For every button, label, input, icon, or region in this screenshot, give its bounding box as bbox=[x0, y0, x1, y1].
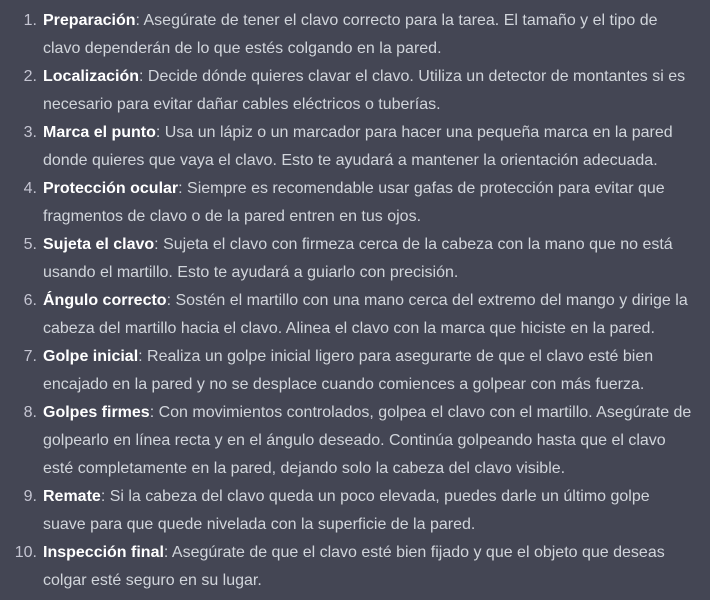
list-number: 4. bbox=[23, 180, 37, 197]
list-number: 5. bbox=[23, 236, 37, 253]
list-number: 6. bbox=[23, 292, 37, 309]
list-number: 1. bbox=[23, 12, 37, 29]
step-description: : Sostén el martillo con una mano cerca del extremo del mango y dirige la cabeza del martillo hacia el clavo. Alinea el clavo con la marca que hiciste en la pared. bbox=[43, 292, 688, 337]
step-description: : Si la cabeza del clavo queda un poco elevada, puedes darle un último golpe suave para que quede nivelada con la superficie de la pared. bbox=[43, 488, 650, 533]
list-item bbox=[0, 231, 710, 287]
list-item bbox=[0, 287, 710, 343]
list-number: 10. bbox=[14, 544, 37, 561]
step-description: : Usa un lápiz o un marcador para hacer una pequeña marca en la pared donde quieres que vaya el clavo. Esto te ayudará a mantener la orientación adecuada. bbox=[43, 124, 673, 169]
step-term: Remate bbox=[43, 488, 101, 505]
list-item bbox=[0, 483, 710, 539]
step-description: : Asegúrate de tener el clavo correcto para la tarea. El tamaño y el tipo de clavo dependerán de lo que estés colgando en la pared. bbox=[43, 12, 658, 57]
step-term: Preparación bbox=[43, 12, 136, 29]
step-description: : Decide dónde quieres clavar el clavo. Utiliza un detector de montantes si es necesario para evitar dañar cables eléctricos o tuberías. bbox=[43, 68, 686, 113]
step-term: Golpe inicial bbox=[43, 348, 139, 365]
list-item bbox=[0, 399, 710, 483]
list-number: 3. bbox=[23, 124, 37, 141]
step-term: Protección ocular bbox=[43, 180, 179, 197]
step-description: : Realiza un golpe inicial ligero para asegurarte de que el clavo esté bien encajado en la pared y no se desplace cuando comiences a golpear con más fuerza. bbox=[43, 348, 654, 393]
step-description: : Asegúrate de que el clavo esté bien fijado y que el objeto que deseas colgar esté seguro en su lugar. bbox=[43, 544, 665, 589]
step-description: : Siempre es recomendable usar gafas de protección para evitar que fragmentos de clavo o de la pared entren en tus ojos. bbox=[43, 180, 665, 225]
assistant-response bbox=[0, 7, 710, 595]
step-term: Ángulo correcto bbox=[43, 292, 167, 309]
list-item bbox=[0, 7, 710, 63]
step-term: Inspección final bbox=[43, 544, 164, 561]
step-term: Marca el punto bbox=[43, 124, 156, 141]
step-term: Golpes firmes bbox=[43, 404, 150, 421]
list-item bbox=[0, 119, 710, 175]
step-description: : Con movimientos controlados, golpea el clavo con el martillo. Asegúrate de golpearlo en línea recta y en el ángulo deseado. Continúa golpeando hasta que el clavo esté completamente en la pared, dejando solo la cabeza del clavo visible. bbox=[43, 404, 692, 477]
list-item bbox=[0, 63, 710, 119]
instruction-list bbox=[0, 7, 710, 595]
list-item bbox=[0, 175, 710, 231]
step-term: Localización bbox=[43, 68, 140, 85]
list-item bbox=[0, 539, 710, 595]
step-term: Sujeta el clavo bbox=[43, 236, 155, 253]
step-description: : Sujeta el clavo con firmeza cerca de la cabeza con la mano que no está usando el martillo. Esto te ayudará a guiarlo con precisión. bbox=[43, 236, 673, 281]
list-number: 2. bbox=[23, 68, 37, 85]
list-number: 8. bbox=[23, 404, 37, 421]
list-item bbox=[0, 343, 710, 399]
list-number: 7. bbox=[23, 348, 37, 365]
list-number: 9. bbox=[23, 488, 37, 505]
